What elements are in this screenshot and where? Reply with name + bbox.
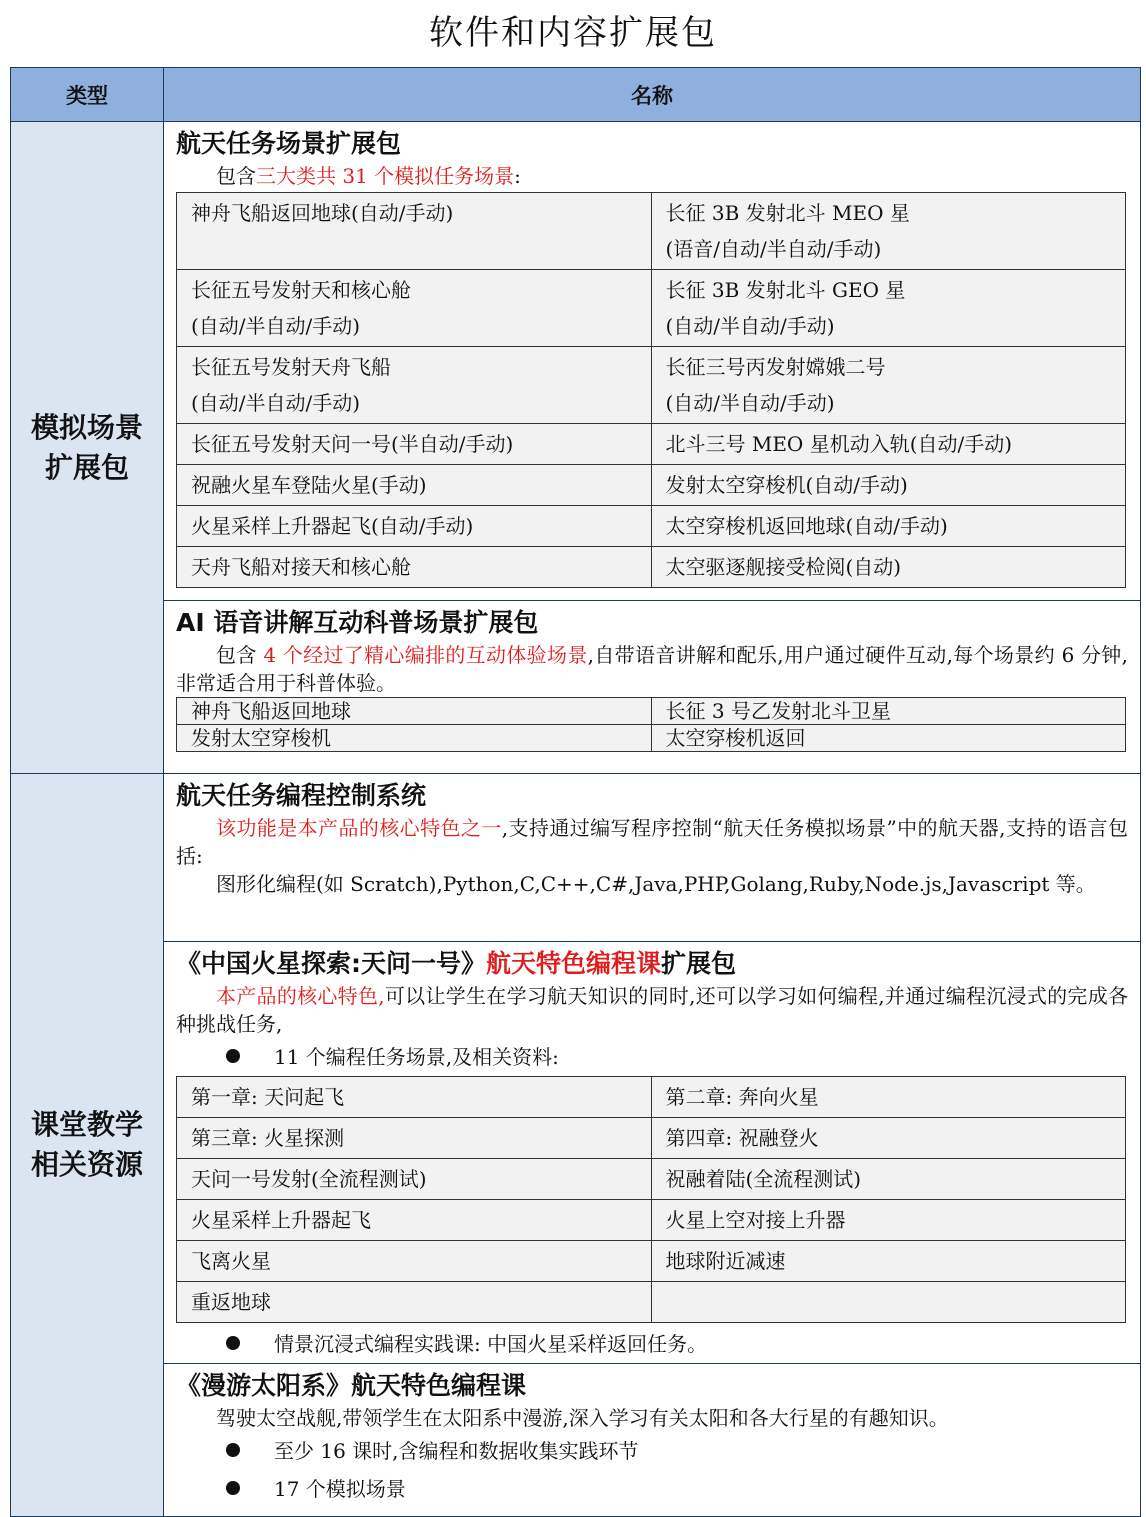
bullet-dot-icon	[226, 1481, 240, 1495]
table-cell	[651, 193, 1126, 270]
table-row	[177, 1282, 1126, 1323]
cell-line: 火星上空对接上升器	[665, 1208, 846, 1232]
table-cell	[651, 506, 1126, 547]
cell-line: 太空穿梭机返回	[665, 726, 806, 750]
header-row	[11, 68, 1141, 122]
cell-line: (自动/半自动/手动)	[191, 391, 361, 415]
table-cell	[651, 1282, 1126, 1323]
mars-course-desc	[176, 982, 1128, 1038]
table-cell	[651, 698, 1126, 725]
table-cell	[177, 1118, 652, 1159]
solar-course-desc: 驾驶太空战舰,带领学生在太阳系中漫游,深入学习有关太阳和各大行星的有趣知识。	[216, 1406, 949, 1430]
cell-line: (语音/自动/半自动/手动)	[665, 237, 882, 261]
row-class-solar	[11, 1364, 1141, 1517]
cell-line: 火星采样上升器起飞(自动/手动)	[191, 514, 474, 538]
header-name: 名称	[164, 68, 1141, 122]
category-class	[11, 774, 164, 1517]
ai-voice-pack-title: AI 语音讲解互动科普场景扩展包	[176, 608, 539, 637]
table-cell	[177, 506, 652, 547]
bullet-text: 17 个模拟场景	[274, 1477, 406, 1501]
mars-chapters-table	[176, 1076, 1126, 1323]
table-cell	[651, 347, 1126, 424]
desc-highlight: 该功能是本产品的核心特色之一	[216, 816, 502, 840]
table-cell	[177, 1077, 652, 1118]
table-cell	[177, 424, 652, 465]
bullet-dot-icon	[226, 1336, 240, 1350]
category-class-line2: 相关资源	[30, 1148, 143, 1181]
table-cell	[177, 193, 652, 270]
table-cell	[177, 1159, 652, 1200]
table-cell	[651, 1241, 1126, 1282]
cell-line: 长征三号丙发射嫦娥二号	[665, 355, 886, 379]
intro-highlight: 三大类共 31 个模拟任务场景	[256, 164, 515, 188]
desc-post: 可以让学生在学习航天知识的同时,还可以学习如何编程,并通过编程沉浸式的完成各种挑战任务,	[176, 984, 1128, 1036]
intro-post: :	[514, 164, 521, 188]
table-cell	[177, 1200, 652, 1241]
category-sim-line1: 模拟场景	[30, 410, 143, 444]
table-row	[177, 193, 1126, 270]
cell-line: 发射太空穿梭机(自动/手动)	[665, 473, 908, 497]
table-cell	[651, 1118, 1126, 1159]
ai-voice-pack-intro	[176, 641, 1128, 697]
cell-line: 天舟飞船对接天和核心舱	[191, 555, 411, 579]
content-table	[10, 67, 1141, 1517]
cell-line: 第四章: 祝融登火	[665, 1126, 819, 1150]
section-programming-system	[164, 774, 1141, 942]
cell-line	[666, 1284, 1112, 1320]
intro-post: ,自带语音讲解和配乐,用户通过硬件互动,每个场景约 6 分钟,非常适合用于科普体验。	[176, 643, 1128, 695]
table-cell	[177, 725, 652, 752]
solar-bullet-1	[176, 1432, 1128, 1470]
cell-line: (自动/半自动/手动)	[665, 391, 835, 415]
programming-system-title: 航天任务编程控制系统	[176, 781, 427, 810]
programming-system-desc	[176, 814, 1128, 870]
cell-line: 第二章: 奔向火星	[665, 1085, 819, 1109]
table-row	[177, 506, 1126, 547]
cell-line: 长征 3 号乙发射北斗卫星	[665, 699, 891, 723]
desc-post: ,支持通过编写程序控制“航天任务模拟场景”中的航天器,支持的语言包括:	[176, 816, 1128, 868]
intro-pre: 包含	[216, 643, 257, 667]
cell-line: 长征 3B 发射北斗 MEO 星	[665, 201, 910, 225]
cell-line: 飞离火星	[191, 1249, 271, 1273]
table-cell	[177, 547, 652, 588]
cell-line: 第三章: 火星探测	[191, 1126, 345, 1150]
cell-line: 太空穿梭机返回地球(自动/手动)	[665, 514, 948, 538]
cell-line: 祝融着陆(全流程测试)	[665, 1167, 862, 1191]
bullet-text: 至少 16 课时,含编程和数据收集实践环节	[274, 1439, 639, 1463]
cell-line: 火星采样上升器起飞	[191, 1208, 371, 1232]
table-row	[177, 347, 1126, 424]
table-cell	[651, 1159, 1126, 1200]
cell-line: (自动/半自动/手动)	[191, 314, 361, 338]
table-cell	[177, 1282, 652, 1323]
table-cell	[177, 465, 652, 506]
cell-line: 北斗三号 MEO 星机动入轨(自动/手动)	[665, 432, 1013, 456]
table-cell	[651, 1077, 1126, 1118]
mars-bullet-2	[176, 1325, 1128, 1363]
bullet-text: 情景沉浸式编程实践课: 中国火星采样返回任务。	[274, 1332, 708, 1356]
page-title: 软件和内容扩展包	[429, 13, 717, 53]
space-mission-pack-title: 航天任务场景扩展包	[176, 129, 402, 158]
mission-scenes-table	[176, 192, 1126, 588]
table-row	[177, 1200, 1126, 1241]
table-row	[177, 270, 1126, 347]
title-highlight: 航天特色编程课	[486, 949, 662, 978]
solar-bullet-2	[176, 1470, 1128, 1508]
table-row	[177, 698, 1126, 725]
table-row	[177, 725, 1126, 752]
cell-line: (自动/半自动/手动)	[665, 314, 835, 338]
cell-line: 长征 3B 发射北斗 GEO 星	[665, 278, 906, 302]
section-ai-voice-pack	[164, 601, 1141, 774]
cell-line: 天问一号发射(全流程测试)	[191, 1167, 427, 1191]
row-sim-pack1	[11, 122, 1141, 601]
title-post: 扩展包	[661, 949, 737, 978]
table-cell	[651, 1200, 1126, 1241]
bullet-dot-icon	[226, 1049, 240, 1063]
cell-line: 重返地球	[191, 1290, 271, 1314]
section-space-mission-pack	[164, 122, 1141, 601]
table-row	[177, 424, 1126, 465]
section-solar-course	[164, 1364, 1141, 1517]
table-cell	[651, 270, 1126, 347]
header-type: 类型	[11, 68, 164, 122]
desc-highlight: 本产品的核心特色,	[216, 984, 385, 1008]
intro-pre: 包含	[216, 164, 256, 188]
cell-line: 发射太空穿梭机	[191, 726, 331, 750]
table-row	[177, 1241, 1126, 1282]
bullet-dot-icon	[226, 1443, 240, 1457]
cell-line: 长征五号发射天舟飞船	[191, 355, 391, 379]
table-cell	[177, 270, 652, 347]
cell-line: 长征五号发射天问一号(半自动/手动)	[191, 432, 514, 456]
row-sim-pack2	[11, 601, 1141, 774]
mars-course-title	[176, 946, 1128, 982]
cell-line: 祝融火星车登陆火星(手动)	[191, 473, 427, 497]
bullet-text: 11 个编程任务场景,及相关资料:	[274, 1045, 559, 1069]
table-row	[177, 1077, 1126, 1118]
cell-line: 神舟飞船返回地球(自动/手动)	[191, 201, 454, 225]
space-mission-pack-intro	[176, 162, 1128, 190]
table-cell	[177, 347, 652, 424]
category-sim	[11, 122, 164, 774]
category-class-line1: 课堂教学	[30, 1108, 143, 1141]
cell-line: 长征五号发射天和核心舱	[191, 278, 411, 302]
cell-line: 第一章: 天问起飞	[191, 1085, 345, 1109]
table-row	[177, 547, 1126, 588]
table-row	[177, 1159, 1126, 1200]
row-class-mars	[11, 942, 1141, 1364]
programming-languages: 图形化编程(如 Scratch),Python,C,C++,C#,Java,PHP,Golang,Ruby,Node.js,Javascript 等。	[216, 872, 1096, 896]
ai-scenes-table	[176, 697, 1126, 752]
table-cell	[177, 1241, 652, 1282]
cell-line: 太空驱逐舰接受检阅(自动)	[665, 555, 902, 579]
row-class-prog	[11, 774, 1141, 942]
table-cell	[651, 465, 1126, 506]
table-cell	[651, 725, 1126, 752]
table-cell	[651, 547, 1126, 588]
intro-highlight: 4 个经过了精心编排的互动体验场景	[256, 643, 588, 667]
cell-line: 地球附近减速	[665, 1249, 786, 1273]
section-mars-course	[164, 942, 1141, 1364]
cell-line: 神舟飞船返回地球	[191, 699, 351, 723]
table-row	[177, 1118, 1126, 1159]
table-row	[177, 465, 1126, 506]
category-sim-line2: 扩展包	[44, 450, 129, 484]
table-cell	[177, 698, 652, 725]
title-pre: 《中国火星探索:天问一号》	[176, 949, 486, 978]
mars-bullet-1	[176, 1038, 1128, 1076]
solar-course-title: 《漫游太阳系》航天特色编程课	[176, 1371, 527, 1400]
table-cell	[651, 424, 1126, 465]
